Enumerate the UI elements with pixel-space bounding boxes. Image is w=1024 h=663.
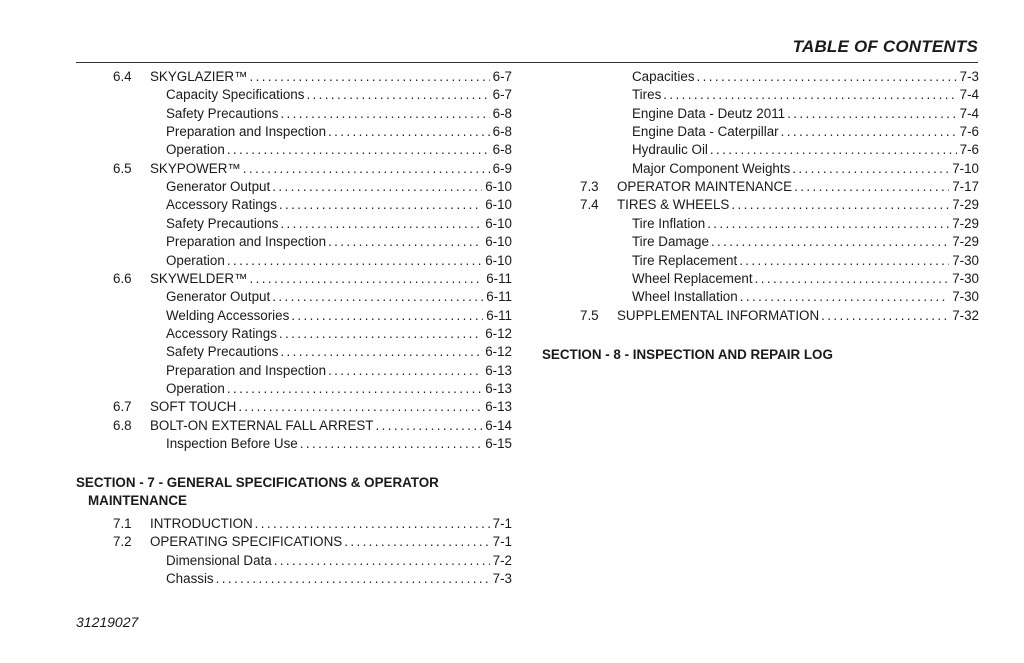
toc-entry[interactable] (632, 270, 979, 288)
toc-entry[interactable] (632, 141, 979, 159)
toc-entry[interactable] (166, 362, 512, 380)
document-number: 31219027 (76, 614, 139, 630)
toc-entry-number: 6.8 (113, 417, 132, 433)
toc-entry-label: Capacities (632, 69, 695, 84)
section-7-heading-line1: SECTION - 7 - GENERAL SPECIFICATIONS & OPERATOR (76, 475, 439, 490)
toc-entry[interactable] (166, 552, 512, 570)
toc-entry-page: 7-6 (959, 124, 979, 140)
section-8-heading-text: SECTION - 8 - INSPECTION AND REPAIR LOG (542, 347, 833, 362)
dot-leader (711, 233, 949, 251)
dot-leader (781, 123, 957, 141)
toc-entry-label: Accessory Ratings (166, 325, 277, 341)
toc-entry-page: 6-13 (485, 399, 512, 415)
dot-leader (300, 435, 482, 453)
toc-entry-label: Safety Precautions (166, 105, 279, 121)
toc-entry[interactable] (580, 178, 979, 196)
toc-entry-page: 6-9 (492, 160, 512, 176)
toc-entry-label: Safety Precautions (166, 344, 279, 360)
dot-leader (697, 68, 957, 86)
dot-leader (344, 533, 489, 551)
toc-entry[interactable] (166, 233, 512, 251)
header-rule (76, 62, 978, 63)
toc-entry-page: 7-30 (952, 289, 979, 305)
toc-entry[interactable] (632, 252, 979, 270)
dot-leader (787, 105, 957, 123)
toc-entry[interactable] (166, 105, 512, 123)
page-title: TABLE OF CONTENTS (792, 37, 978, 56)
toc-entry-page: 7-6 (959, 142, 979, 158)
toc-entry-page: 6-11 (486, 289, 512, 305)
toc-entry-label: OPERATOR MAINTENANCE (617, 179, 793, 195)
toc-entry[interactable] (166, 215, 512, 233)
toc-entry-page: 6-10 (485, 234, 512, 250)
toc-entry-label: TIRES & WHEELS (617, 197, 730, 213)
toc-entry[interactable] (166, 325, 512, 343)
toc-entry-label: SKYGLAZIER™ (150, 69, 248, 84)
toc-entry-number: 7.2 (113, 534, 132, 550)
toc-entry[interactable] (632, 160, 979, 178)
toc-entry-label: Generator Output (166, 289, 271, 305)
toc-entry-number: 6.4 (113, 69, 132, 84)
dot-leader (731, 196, 949, 214)
toc-entry-label: Wheel Replacement (632, 270, 753, 286)
dot-leader (227, 252, 482, 270)
toc-entry-label: Operation (166, 142, 225, 158)
toc-entry-label: Welding Accessories (166, 307, 290, 323)
toc-entry[interactable] (166, 343, 512, 361)
dot-leader (755, 270, 950, 288)
dot-leader (707, 215, 949, 233)
dot-leader (249, 270, 483, 288)
toc-entry[interactable] (580, 196, 979, 214)
toc-entry-page: 7-29 (952, 197, 979, 213)
dot-leader (249, 68, 489, 86)
toc-entry-number: 7.3 (580, 179, 599, 195)
toc-entry-page: 6-7 (492, 69, 512, 84)
toc-entry[interactable] (113, 533, 512, 551)
toc-entry-label: INTRODUCTION (150, 516, 253, 531)
toc-entry[interactable] (113, 68, 512, 86)
toc-entry-page: 7-29 (952, 234, 979, 250)
dot-leader (243, 160, 490, 178)
toc-entry[interactable] (113, 515, 512, 533)
toc-entry-page: 6-8 (492, 142, 512, 158)
toc-entry[interactable] (166, 196, 512, 214)
toc-entry-label: Generator Output (166, 179, 271, 195)
toc-entry-page: 7-3 (959, 69, 979, 84)
dot-leader (376, 417, 483, 435)
dot-leader (279, 325, 482, 343)
toc-entry[interactable] (166, 252, 512, 270)
dot-leader (792, 160, 949, 178)
toc-entry[interactable] (166, 123, 512, 141)
toc-entry-label: Inspection Before Use (166, 436, 298, 451)
dot-leader (272, 178, 482, 196)
dot-leader (710, 141, 957, 159)
toc-entry-page: 7-10 (952, 160, 979, 176)
toc-entry-number: 6.6 (113, 270, 132, 286)
dot-leader (216, 570, 490, 588)
toc-entry-label: Dimensional Data (166, 552, 272, 568)
toc-entry[interactable] (632, 123, 979, 141)
toc-entry[interactable] (166, 380, 512, 398)
toc-entry-label: Tire Inflation (632, 215, 706, 231)
toc-entry-page: 6-7 (492, 87, 512, 103)
toc-entry[interactable] (632, 86, 979, 104)
toc-entry-page: 7-29 (952, 215, 979, 231)
dot-leader (328, 123, 490, 141)
toc-entry-label: Tires (632, 87, 662, 103)
dot-leader (227, 141, 490, 159)
toc-entry-label: Tire Replacement (632, 252, 738, 268)
section-7-heading[interactable] (76, 474, 439, 510)
toc-entry-page: 6-11 (486, 307, 512, 323)
toc-entry-page: 6-10 (485, 252, 512, 268)
toc-entry-page: 6-12 (485, 344, 512, 360)
toc-entry-label: Operation (166, 252, 225, 268)
toc-entry-label: Preparation and Inspection (166, 362, 327, 378)
toc-entry-label: SKYPOWER™ (150, 160, 241, 176)
toc-entry-page: 7-4 (959, 105, 979, 121)
toc-entry-page: 7-1 (492, 516, 512, 531)
dot-leader (272, 288, 483, 306)
dot-leader (794, 178, 949, 196)
toc-entry-page: 7-2 (492, 552, 512, 568)
section-7-heading-line2: MAINTENANCE (88, 493, 187, 508)
toc-entry[interactable] (166, 570, 512, 588)
dot-leader (306, 86, 489, 104)
toc-entry-label: SUPPLEMENTAL INFORMATION (617, 307, 820, 323)
toc-entry-page: 6-12 (485, 325, 512, 341)
toc-entry-label: Operation (166, 380, 225, 396)
toc-entry-page: 7-4 (959, 87, 979, 103)
toc-entry-page: 6-8 (492, 124, 512, 140)
toc-entry-page: 6-11 (486, 270, 512, 286)
dot-leader (291, 307, 483, 325)
toc-entry-label: Major Component Weights (632, 160, 791, 176)
dot-leader (740, 288, 949, 306)
toc-entry-label: Preparation and Inspection (166, 234, 327, 250)
toc-entry-label: Wheel Installation (632, 289, 738, 305)
toc-entry-page: 7-17 (952, 179, 979, 195)
toc-entry-label: Engine Data - Caterpillar (632, 124, 779, 140)
toc-entry[interactable] (166, 288, 512, 306)
dot-leader (238, 398, 482, 416)
toc-entry-label: SKYWELDER™ (150, 270, 248, 286)
toc-entry-number: 7.4 (580, 197, 599, 213)
toc-entry[interactable] (632, 288, 979, 306)
toc-entry-label: Safety Precautions (166, 215, 279, 231)
toc-entry[interactable] (632, 105, 979, 123)
toc-entry[interactable] (632, 233, 979, 251)
toc-entry[interactable] (113, 270, 512, 288)
dot-leader (280, 105, 489, 123)
toc-entry[interactable] (113, 160, 512, 178)
dot-leader (280, 343, 482, 361)
toc-entry-label: Tire Damage (632, 234, 709, 250)
toc-entry-page: 7-30 (952, 270, 979, 286)
toc-entry-label: Accessory Ratings (166, 197, 277, 213)
toc-entry-label: SOFT TOUCH (150, 399, 237, 415)
toc-entry[interactable] (166, 435, 512, 453)
toc-entry-label: BOLT-ON EXTERNAL FALL ARREST (150, 417, 374, 433)
toc-entry-label: Chassis (166, 571, 214, 587)
toc-entry-page: 6-13 (485, 380, 512, 396)
toc-entry-page: 6-14 (485, 417, 512, 433)
toc-entry-label: Engine Data - Deutz 2011 (632, 105, 786, 121)
toc-entry[interactable] (113, 417, 512, 435)
toc-entry[interactable] (113, 398, 512, 416)
toc-entry-number: 6.7 (113, 399, 132, 415)
toc-entry[interactable] (166, 141, 512, 159)
section-8-heading[interactable] (542, 346, 833, 364)
toc-entry-page: 6-10 (485, 179, 512, 195)
dot-leader (227, 380, 482, 398)
dot-leader (328, 233, 482, 251)
toc-entry-page: 7-30 (952, 252, 979, 268)
toc-entry-page: 6-15 (485, 436, 512, 451)
toc-entry-page: 7-1 (492, 534, 512, 550)
toc-entry[interactable] (632, 215, 979, 233)
toc-entry-label: Capacity Specifications (166, 87, 305, 103)
dot-leader (328, 362, 482, 380)
toc-entry-number: 7.5 (580, 307, 599, 323)
toc-entry-label: OPERATING SPECIFICATIONS (150, 534, 343, 550)
dot-leader (821, 307, 949, 325)
toc-entry-page: 7-32 (952, 307, 979, 323)
toc-entry[interactable] (166, 178, 512, 196)
toc-entry-page: 6-10 (485, 197, 512, 213)
toc-entry-page: 6-8 (492, 105, 512, 121)
toc-entry[interactable] (166, 86, 512, 104)
dot-leader (663, 86, 956, 104)
toc-entry-number: 7.1 (113, 516, 132, 531)
dot-leader (255, 515, 490, 533)
toc-entry-page: 6-13 (485, 362, 512, 378)
toc-entry[interactable] (580, 307, 979, 325)
toc-entry-page: 7-3 (492, 571, 512, 587)
dot-leader (280, 215, 482, 233)
toc-entry[interactable] (166, 307, 512, 325)
toc-entry-label: Hydraulic Oil (632, 142, 708, 158)
dot-leader (739, 252, 949, 270)
toc-entry-label: Preparation and Inspection (166, 124, 327, 140)
toc-entry-number: 6.5 (113, 160, 132, 176)
toc-entry[interactable] (632, 68, 979, 86)
dot-leader (274, 552, 490, 570)
dot-leader (279, 196, 482, 214)
toc-entry-page: 6-10 (485, 215, 512, 231)
